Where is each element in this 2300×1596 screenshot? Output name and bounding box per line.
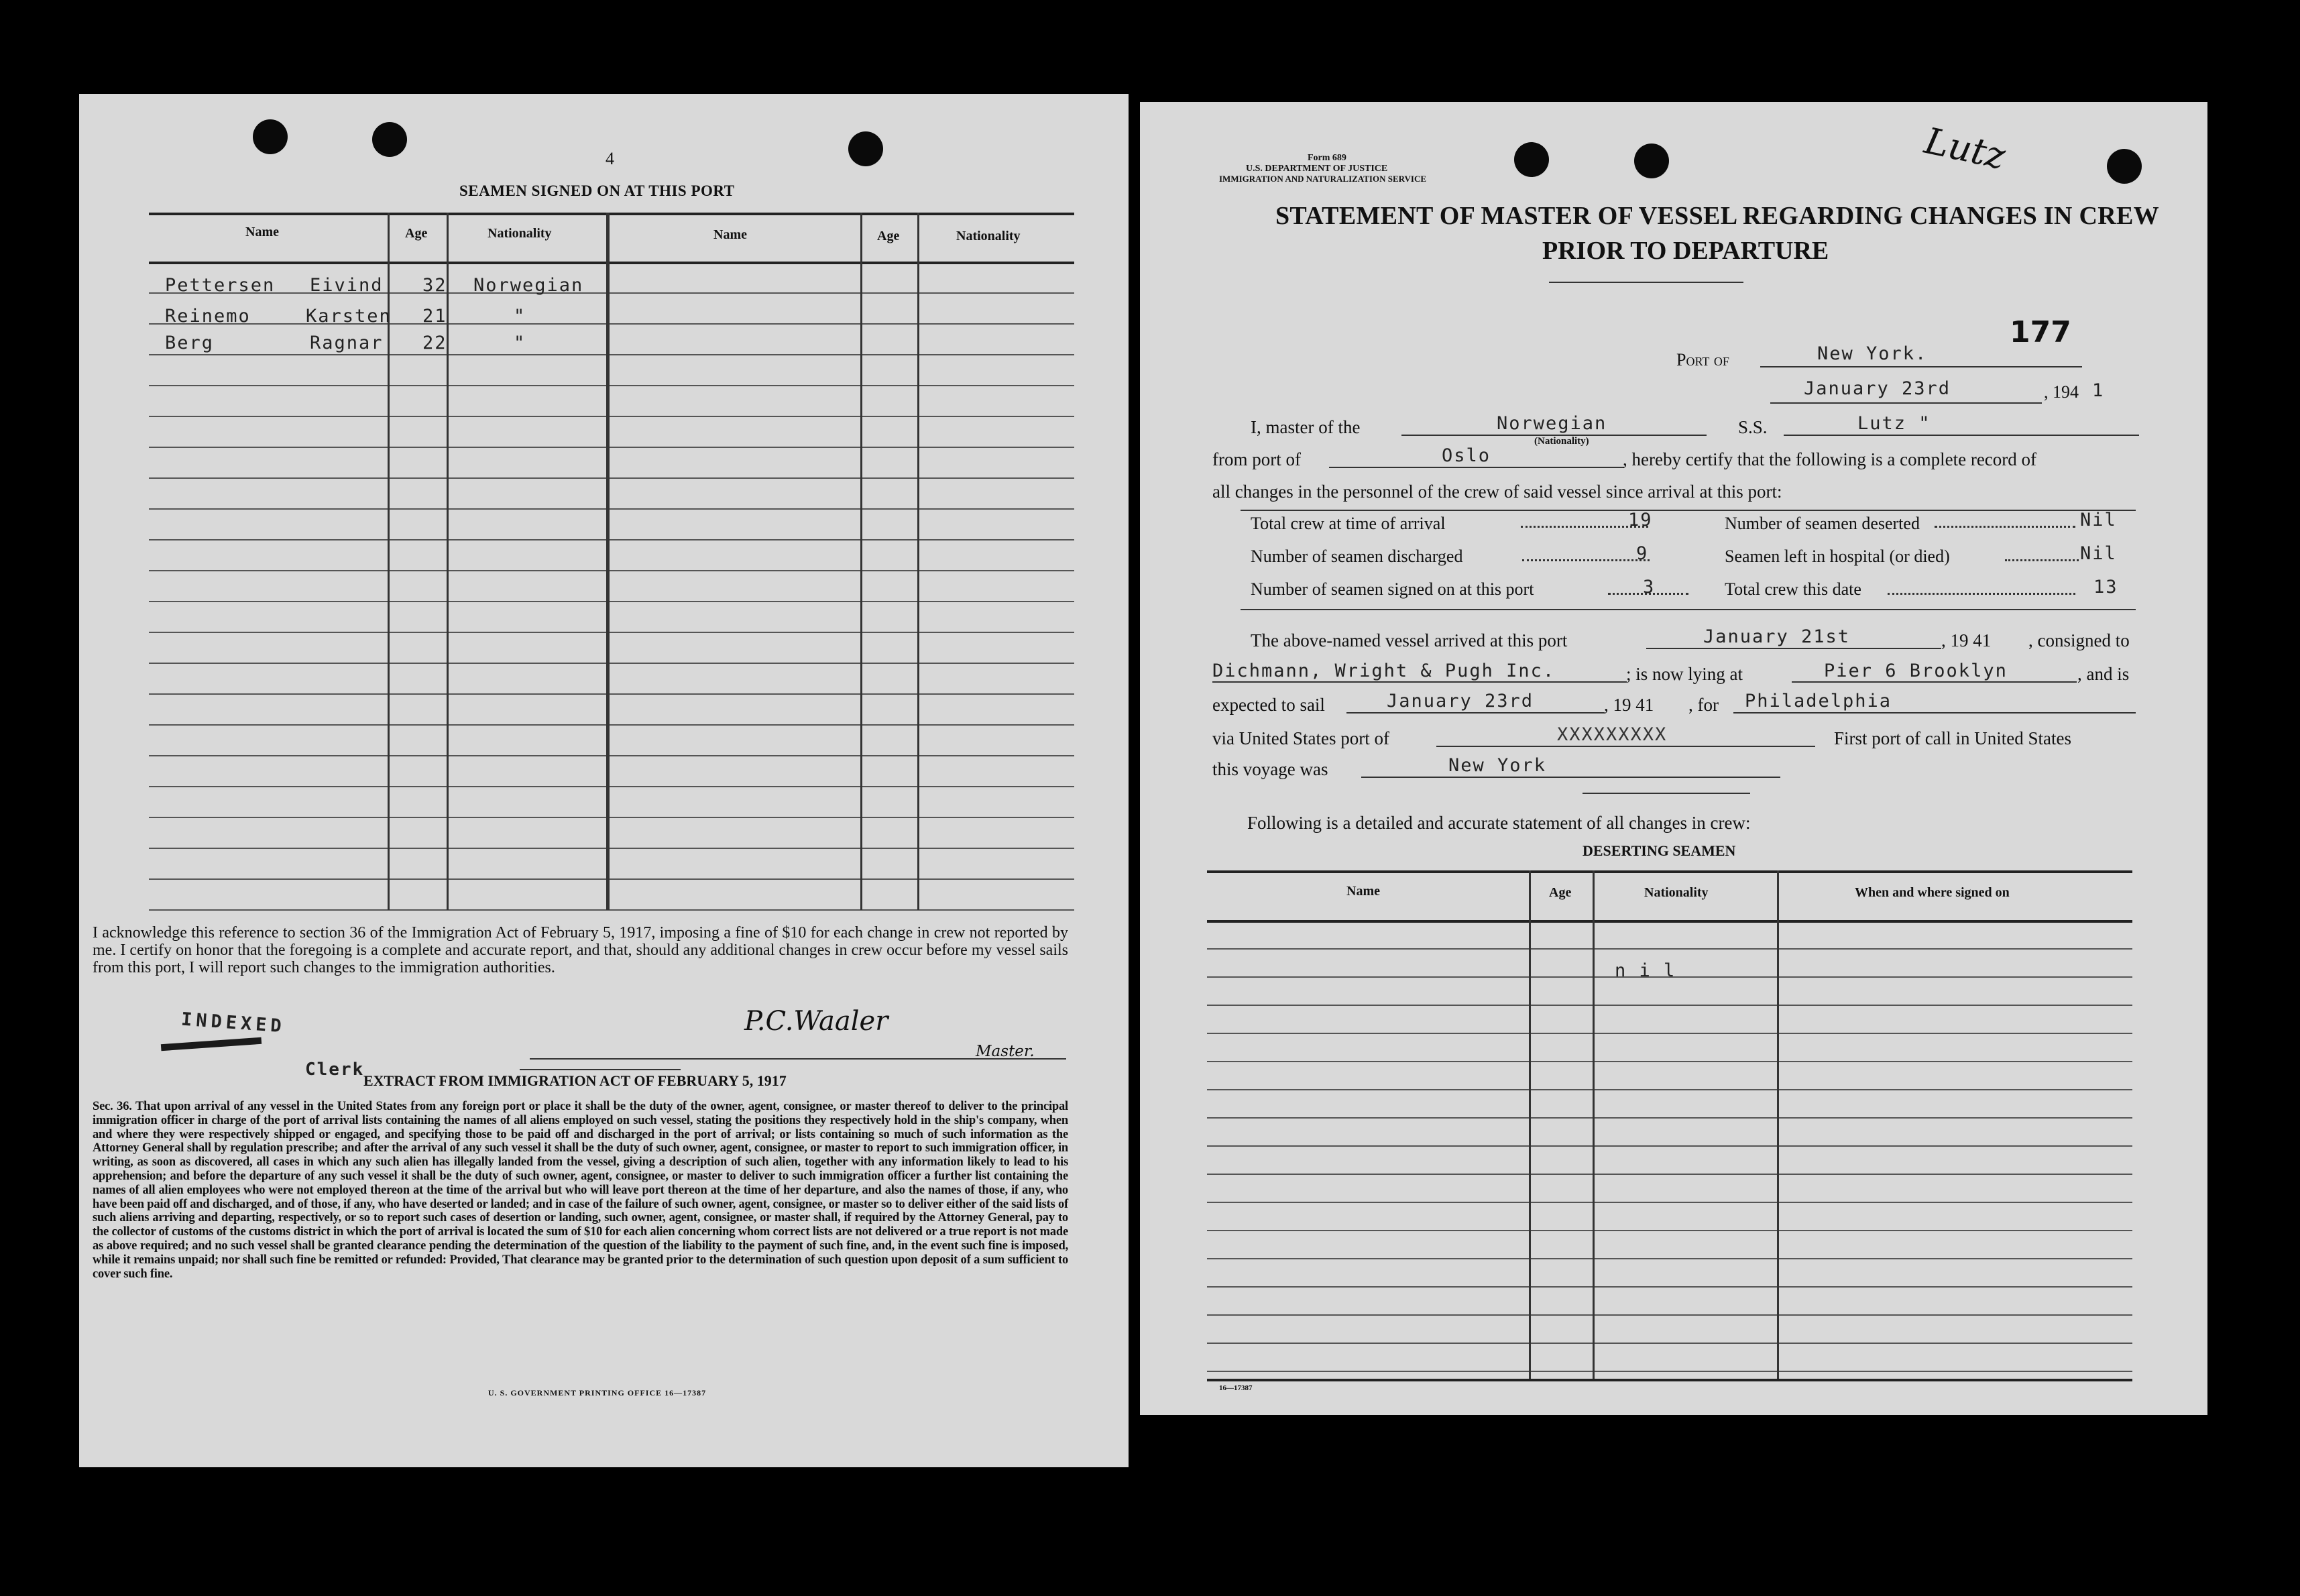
col-header-name: Name bbox=[245, 225, 279, 239]
title-rule bbox=[1549, 282, 1743, 283]
table-bottom-rule bbox=[1207, 1379, 2132, 1381]
table-header-rule bbox=[1207, 920, 2132, 923]
table-rule bbox=[149, 632, 1074, 633]
service: IMMIGRATION AND NATURALIZATION SERVICE bbox=[1219, 174, 1427, 184]
arrived-line bbox=[1646, 648, 1941, 649]
discharged-value: 9 bbox=[1636, 543, 1649, 564]
table-rule bbox=[1207, 1089, 2132, 1090]
table-rule bbox=[149, 447, 1074, 448]
voyage-line bbox=[1361, 777, 1780, 778]
signed-on-label: Number of seamen signed on at this port bbox=[1251, 579, 1534, 599]
stamp-number: 177 bbox=[2010, 315, 2071, 349]
left-table-title: SEAMEN SIGNED ON AT THIS PORT bbox=[459, 182, 735, 199]
total-crew-arrival-label: Total crew at time of arrival bbox=[1251, 514, 1446, 533]
destination-line bbox=[1733, 712, 2136, 714]
department: U.S. DEPARTMENT OF JUSTICE bbox=[1246, 164, 1388, 174]
seaman-age: 21 bbox=[422, 306, 447, 327]
col-divider bbox=[1593, 870, 1595, 1380]
punch-hole bbox=[848, 131, 883, 166]
via-line bbox=[1436, 746, 1815, 747]
deserted-value: Nil bbox=[2080, 510, 2117, 530]
deserting-title: DESERTING SEAMEN bbox=[1583, 842, 1736, 859]
table-rule bbox=[1207, 1314, 2132, 1316]
extract-title: EXTRACT FROM IMMIGRATION ACT OF FEBRUARY 5, 1917 bbox=[363, 1072, 787, 1089]
punch-hole bbox=[372, 122, 407, 157]
right-page bbox=[1140, 102, 2207, 1415]
punch-hole bbox=[2107, 149, 2142, 184]
signed-on-value: 3 bbox=[1643, 577, 1656, 597]
seaman-given-name: Ragnar bbox=[310, 333, 384, 353]
dot-leader bbox=[1888, 593, 2075, 595]
title-rule bbox=[520, 1069, 681, 1070]
col-divider bbox=[1777, 870, 1779, 1380]
table-rule bbox=[149, 508, 1074, 510]
table-rule bbox=[149, 323, 1074, 325]
corner-note: Lutz bbox=[1920, 119, 2010, 178]
form-number: Form 689 bbox=[1308, 153, 1346, 163]
all-changes-text: all changes in the personnel of the crew of said vessel since arrival at this port: bbox=[1212, 481, 1782, 502]
arrived-text: The above-named vessel arrived at this port bbox=[1251, 630, 1568, 650]
seaman-nationality: " bbox=[514, 306, 526, 327]
seaman-age: 22 bbox=[422, 333, 447, 353]
master-label: Master. bbox=[976, 1043, 1035, 1060]
form-title: STATEMENT OF MASTER OF VESSEL REGARDING CHANGES IN CREW bbox=[1275, 202, 2159, 230]
table-rule bbox=[1207, 1371, 2132, 1372]
seaman-age: 32 bbox=[422, 275, 447, 296]
table-rule bbox=[149, 570, 1074, 571]
col-divider bbox=[860, 213, 862, 910]
table-rule bbox=[149, 385, 1074, 386]
from-port-value: Oslo bbox=[1442, 445, 1491, 466]
year-suffix: 1 bbox=[2092, 380, 2105, 401]
total-today-value: 13 bbox=[2093, 577, 2118, 597]
col-header-age: Age bbox=[1549, 885, 1572, 900]
table-rule bbox=[1207, 1061, 2132, 1062]
sail-date-line bbox=[1346, 712, 1605, 714]
ship-name: Lutz " bbox=[1857, 413, 1931, 434]
hospital-value: Nil bbox=[2080, 543, 2117, 564]
table-rule bbox=[149, 416, 1074, 417]
via-value: XXXXXXXXX bbox=[1557, 724, 1668, 745]
hospital-label: Seamen left in hospital (or died) bbox=[1725, 547, 1950, 566]
immigration-act-extract: Sec. 36. That upon arrival of any vessel in the United States from any foreign port or place it shall be the duty of the owner, agent, consignee, or master thereof to deliver to the principal immigration officer in charge of the port of arrival lists containing the names of all aliens employed on such vessel, stating the positions they respectively hold in the ship's company, when and where they were respectively shipped or engaged, and specifying those to be paid off and discharged in the port of arrival; or lists containing so much of such information as the Attorney General shall by regulation prescribe; and after the arrival of any such vessel it shall be the duty of such owner, agent, consignee, or master to report to such immigration officer, in writing, as soon as discovered, all cases in which any such alien has illegally landed from the vessel, giving a description of such alien, together with any information likely to lead to his apprehension; and before the departure of any such vessel it shall be the duty of such owner, agent, consignee, or master to deliver to such immigration officer a further list containing the names of all alien employees who were not employed thereon at the time of the arrival but who will leave port thereon at the time of her departure, and also the names of those, if any, who have been paid off and discharged, and of those, if any, who have deserted or landed; and in case of the failure of such owner, agent, consignee, or master so to deliver either of the said lists of such aliens arriving and departing, respectively, or so to report such cases of desertion or landing, such owner, agent, consignee, or master shall, if required by the Attorney General, pay to the collector of customs of the customs district in which the port of arrival is located the sum of $10 for each alien concerning whom correct lists are not delivered or a true report is not made as above required; and no such vessel shall be granted clearance pending the determination of the question of the liability to the payment of such fine, and, in the event such fine is imposed, while it remains unpaid; nor shall such fine be remitted or refunded: Provided, That clearance may be granted prior to the determination of such question upon deposit of a sum sufficient to cover such fine. bbox=[93, 1100, 1068, 1281]
and-is-text: , and is bbox=[2077, 664, 2130, 684]
footer-code: 16—17387 bbox=[1219, 1384, 1253, 1392]
sail-year: , 19 41 bbox=[1604, 695, 1654, 715]
table-rule bbox=[1207, 1258, 2132, 1259]
port-label: Port of bbox=[1676, 350, 1729, 369]
table-rule bbox=[1207, 948, 2132, 950]
consigned-text: , consigned to bbox=[2028, 630, 2130, 650]
from-port-line bbox=[1329, 467, 1624, 468]
via-text: via United States port of bbox=[1212, 728, 1389, 748]
destination: Philadelphia bbox=[1745, 691, 1892, 711]
port-value: New York. bbox=[1817, 343, 1928, 364]
table-rule bbox=[149, 539, 1074, 540]
table-rule bbox=[149, 693, 1074, 695]
table-header-rule bbox=[149, 262, 1074, 264]
table-rule bbox=[1207, 1174, 2132, 1175]
nationality-caption: (Nationality) bbox=[1534, 436, 1589, 447]
deserted-label: Number of seamen deserted bbox=[1725, 514, 1920, 533]
dot-leader bbox=[1935, 526, 2075, 528]
voyage-text: this voyage was bbox=[1212, 759, 1328, 779]
table-rule bbox=[1207, 1005, 2132, 1006]
col-header-when-where: When and where signed on bbox=[1855, 885, 2010, 900]
clerk-label: Clerk bbox=[305, 1060, 365, 1080]
table-rule bbox=[1207, 1343, 2132, 1344]
printing-office: U. S. GOVERNMENT PRINTING OFFICE 16—17387 bbox=[488, 1388, 707, 1398]
expected-text: expected to sail bbox=[1212, 695, 1325, 715]
col-header-name: Name bbox=[1346, 884, 1380, 899]
col-header-age: Age bbox=[405, 226, 428, 241]
table-top-rule bbox=[1207, 870, 2132, 873]
seaman-given-name: Karsten bbox=[306, 306, 392, 327]
table-rule bbox=[149, 848, 1074, 849]
seaman-surname: Reinemo bbox=[165, 306, 251, 327]
table-rule bbox=[149, 663, 1074, 664]
col-header-nationality-2: Nationality bbox=[956, 229, 1021, 243]
for-text: , for bbox=[1688, 695, 1719, 715]
arrived-year: , 19 41 bbox=[1941, 630, 1992, 650]
acknowledgement-paragraph: I acknowledge this reference to section 36 of the Immigration Act of February 5, 1917, imposing a fine of $10 for each change in crew not reported by me. I certify on honor that the foregoing is a complete and accurate report, and that, should any additional changes in crew occur before my vessel sails from this port, I will report such changes to the immigration authorities. bbox=[93, 924, 1068, 976]
pier-line bbox=[1792, 681, 2077, 683]
col-divider bbox=[917, 213, 919, 910]
table-rule bbox=[1207, 1033, 2132, 1034]
discharged-label: Number of seamen discharged bbox=[1251, 547, 1463, 566]
ss-label: S.S. bbox=[1738, 417, 1768, 437]
nationality-value: Norwegian bbox=[1497, 413, 1607, 434]
master-signature: P.C.Waaler bbox=[744, 1006, 888, 1037]
page-number: 4 bbox=[606, 149, 614, 168]
table-top-rule bbox=[149, 213, 1074, 215]
seaman-given-name: Eivind bbox=[310, 275, 384, 296]
lying-text: ; is now lying at bbox=[1626, 664, 1743, 684]
punch-hole bbox=[1634, 144, 1669, 178]
col-header-age-2: Age bbox=[877, 229, 900, 243]
table-rule bbox=[1207, 1145, 2132, 1147]
form-subtitle: PRIOR TO DEPARTURE bbox=[1542, 237, 1829, 265]
consignee-line bbox=[1212, 681, 1627, 683]
total-today-label: Total crew this date bbox=[1725, 579, 1861, 599]
seaman-surname: Berg bbox=[165, 333, 215, 353]
col-divider bbox=[606, 213, 610, 910]
table-rule bbox=[149, 477, 1074, 479]
table-rule bbox=[149, 786, 1074, 787]
table-rule bbox=[149, 354, 1074, 355]
seaman-nationality: Norwegian bbox=[473, 275, 584, 296]
table-rule bbox=[149, 601, 1074, 602]
pier: Pier 6 Brooklyn bbox=[1824, 661, 2008, 681]
certify-text: , hereby certify that the following is a complete record of bbox=[1623, 449, 2037, 469]
table-rule bbox=[149, 724, 1074, 726]
table-rule bbox=[1207, 1117, 2132, 1119]
seaman-nationality: " bbox=[514, 333, 526, 353]
table-rule bbox=[149, 755, 1074, 756]
table-rule bbox=[1207, 1202, 2132, 1203]
ship-line bbox=[1784, 435, 2139, 436]
dot-leader bbox=[2005, 559, 2079, 561]
date-value: January 23rd bbox=[1804, 378, 1951, 399]
seaman-surname: Pettersen bbox=[165, 275, 276, 296]
section-rule bbox=[1583, 793, 1750, 794]
sail-date: January 23rd bbox=[1387, 691, 1534, 711]
date-line bbox=[1770, 402, 2042, 404]
year-prefix: , 194 bbox=[2044, 382, 2079, 402]
table-rule bbox=[149, 817, 1074, 818]
port-line bbox=[1760, 366, 2082, 367]
punch-hole bbox=[1514, 142, 1549, 177]
arrived-date: January 21st bbox=[1703, 626, 1851, 647]
from-port-label: from port of bbox=[1212, 449, 1301, 469]
voyage-value: New York bbox=[1448, 755, 1547, 776]
table-rule bbox=[149, 878, 1074, 880]
following-text: Following is a detailed and accurate statement of all changes in crew: bbox=[1247, 813, 1751, 833]
first-port-text: First port of call in United States bbox=[1834, 728, 2071, 748]
table-rule bbox=[149, 909, 1074, 911]
total-crew-arrival-value: 19 bbox=[1628, 510, 1653, 530]
table-rule bbox=[1207, 1286, 2132, 1288]
consignee: Dichmann, Wright & Pugh Inc. bbox=[1212, 661, 1556, 681]
punch-hole bbox=[253, 119, 288, 154]
col-header-nationality: Nationality bbox=[487, 226, 552, 241]
master-of-label: I, master of the bbox=[1251, 417, 1361, 437]
col-header-name-2: Name bbox=[713, 227, 747, 242]
col-divider bbox=[1529, 870, 1531, 1380]
indexed-stamp: INDEXED bbox=[180, 1009, 286, 1037]
nil-entry: n i l bbox=[1615, 960, 1676, 981]
col-header-nationality: Nationality bbox=[1644, 885, 1709, 900]
table-rule bbox=[149, 292, 1074, 294]
dot-leader bbox=[1522, 559, 1650, 561]
table-rule bbox=[1207, 1230, 2132, 1231]
summary-top-rule bbox=[1241, 510, 2136, 511]
summary-bottom-rule bbox=[1241, 609, 2136, 610]
